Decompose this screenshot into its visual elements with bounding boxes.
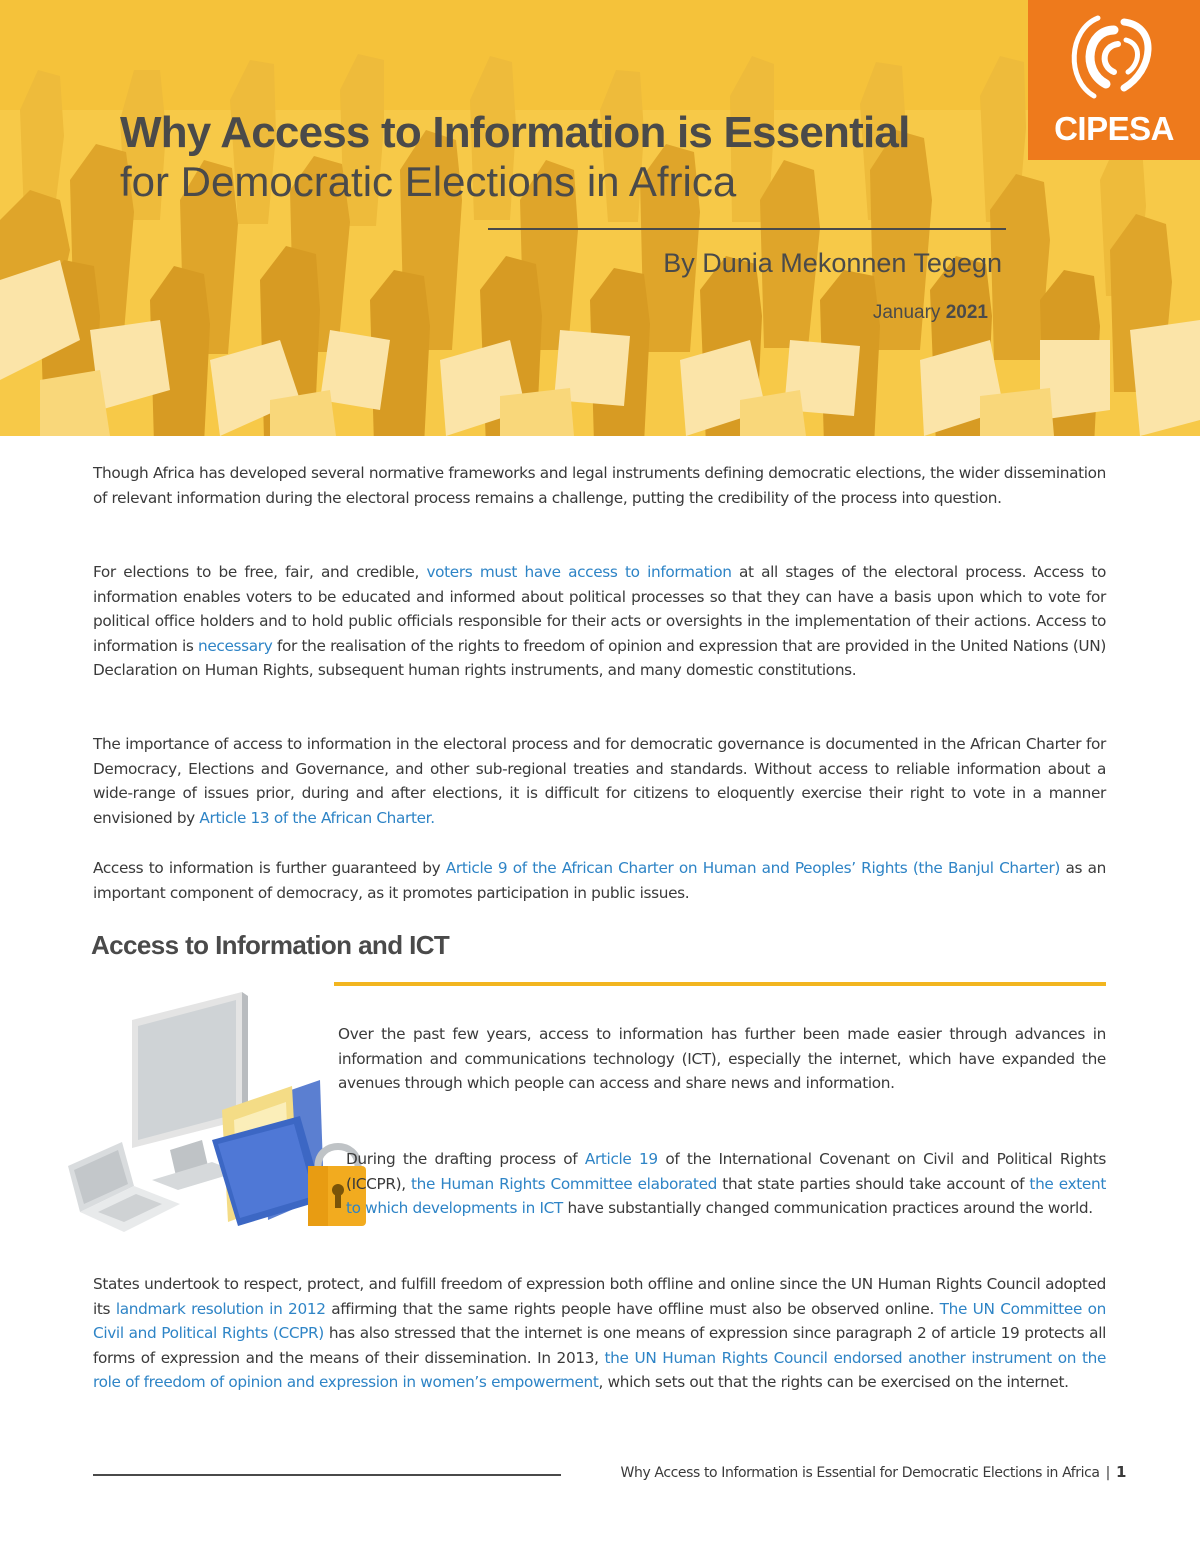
- author-byline: By Dunia Mekonnen Tegegn: [663, 248, 1002, 278]
- paragraph-voters-access: [93, 560, 1106, 683]
- text-run: has also stressed that the internet is one means of expression since paragraph 2 of article 19 protects all forms of expression and the means of their dissemination. In 2013,: [93, 1324, 1106, 1367]
- hero-banner: [0, 0, 1200, 436]
- raised-fists-background: [0, 0, 1200, 436]
- date-year: 2021: [945, 302, 988, 323]
- footer-divider: [93, 1474, 561, 1476]
- inline-link[interactable]: the UN Human Rights Council endorsed another instrument on the role of freedom of opinion and expression in women’s empowerment: [93, 1348, 1107, 1392]
- text-run: During the drafting process of: [346, 1150, 585, 1168]
- text-run: States undertook to respect, protect, and fulfill freedom of expression both offline and online since the UN Human Rights Council adopted its: [93, 1275, 1106, 1318]
- footer-title: Why Access to Information is Essential for Democratic Elections in Africa: [620, 1465, 1100, 1481]
- paragraph-offline-online: [93, 1272, 1106, 1395]
- inline-link[interactable]: voters must have access to information: [426, 563, 732, 581]
- paragraph-intro: Though Africa has developed several normative frameworks and legal instruments defining democratic elections, the wider dissemination of relevant information during the electoral process remains a challenge, putting the credibility of the process into question.: [93, 464, 1106, 507]
- cipesa-logo-icon: [1028, 0, 1200, 110]
- text-run: as an important component of democracy, as it promotes participation in public issues.: [93, 859, 1106, 902]
- title-line-2: for Democratic Elections in Africa: [120, 158, 737, 205]
- text-run: The importance of access to information in the electoral process and for democratic governance is documented in the African Charter for Democracy, Elections and Governance, and other sub-regional treaties and standards. Without access to reliable information about a wide-range of issues prior, during and after elections, it is difficult for citizens to eloquently exercise their right to vote in a manner envisioned by: [93, 735, 1106, 827]
- text-run: at all stages of the electoral process. Access to information enables voters to be educated and informed about political processes so that they can have a basis upon which to vote for political office holders and to hold public officials responsible for their acts or oversights in the implementation of their actions. Access to information is: [93, 563, 1106, 655]
- page-number: 1: [1115, 1463, 1126, 1481]
- inline-link[interactable]: Article 9 of the African Charter on Human and Peoples’ Rights (the Banjul Charter): [445, 859, 1061, 877]
- inline-link[interactable]: The UN Committee on Civil and Political Rights (CCPR): [93, 1299, 1106, 1343]
- date-month: January: [872, 302, 941, 323]
- inline-link[interactable]: landmark resolution in 2012: [115, 1299, 326, 1318]
- inline-link[interactable]: Article 19: [584, 1150, 658, 1168]
- text-run: Access to information is further guaranteed by: [93, 859, 446, 877]
- section-divider: [334, 982, 1106, 986]
- paragraph-ict-advances: Over the past few years, access to information has further been made easier through advances in information and communications technology (ICT), especially the internet, which have expanded the avenues through which people can access and share news and information.: [338, 1025, 1106, 1093]
- text-run: for the realisation of the rights to freedom of opinion and expression that are provided in the United Nations (UN) Declaration on Human Rights, subsequent human rights instruments, and many domestic constitutions.: [93, 636, 1106, 680]
- title-divider: [488, 228, 1006, 230]
- text-run: affirming that the same rights people have offline must also be observed online.: [325, 1299, 940, 1318]
- logo-text: CIPESA: [1054, 110, 1174, 147]
- footer-separator: |: [1105, 1465, 1110, 1481]
- computer-illustration-icon: [62, 990, 372, 1240]
- inline-link[interactable]: Article 13 of the African Charter.: [199, 808, 435, 827]
- text-run: , which sets out that the rights can be exercised on the internet.: [598, 1373, 1069, 1392]
- inline-link[interactable]: the Human Rights Committee elaborated: [411, 1174, 717, 1193]
- inline-link[interactable]: necessary: [198, 636, 273, 655]
- publication-date: [873, 302, 988, 324]
- paragraph-article-19: [346, 1147, 1106, 1221]
- inline-link[interactable]: the extent to which developments in ICT: [346, 1174, 1106, 1218]
- title-line-1: Why Access to Information is Essential: [120, 108, 910, 157]
- cipesa-logo: [1028, 0, 1200, 160]
- paragraph-banjul-charter: [93, 856, 1106, 905]
- text-run: For elections to be free, fair, and credible,: [93, 563, 427, 581]
- text-run: of the International Covenant on Civil and Political Rights (ICCPR),: [346, 1150, 1106, 1193]
- section-heading: Access to Information and ICT: [91, 930, 450, 960]
- laptop-icon: [68, 1142, 180, 1232]
- paragraph-african-charter: [93, 732, 1106, 830]
- text-run: that state parties should take account of: [717, 1174, 1030, 1193]
- text-run: have substantially changed communication practices around the world.: [562, 1199, 1093, 1218]
- page-footer: [621, 1463, 1126, 1481]
